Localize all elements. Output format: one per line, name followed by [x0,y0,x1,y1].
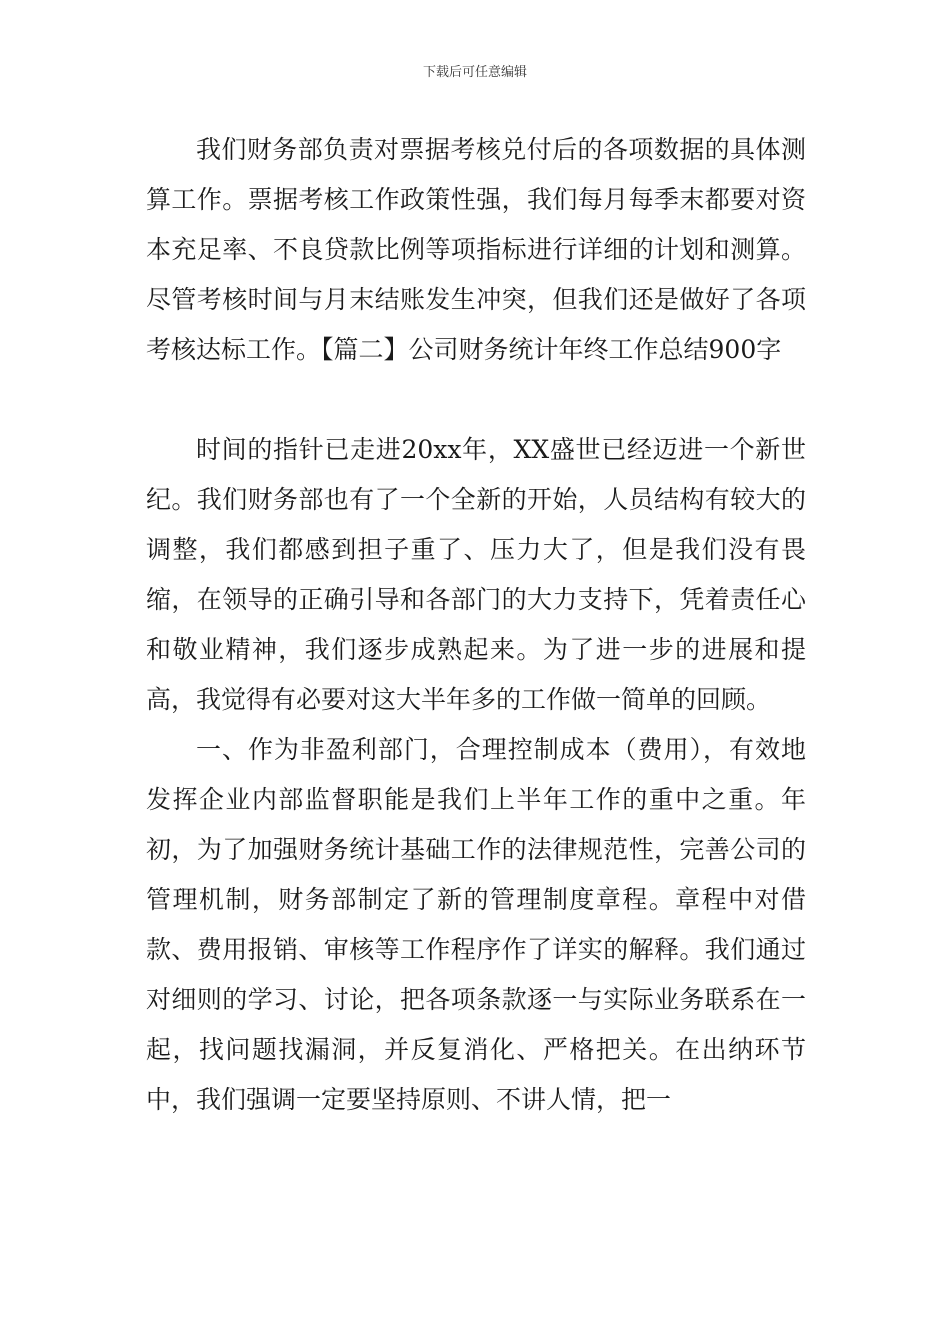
paragraph-3: 一、作为非盈利部门，合理控制成本（费用），有效地发挥企业内部监督职能是我们上半年工作的重中之重。年初，为了加强财务统计基础工作的法律规范性，完善公司的管理机制，财务部制定了新的管理制度章程。章程中对借款、费用报销、审核等工作程序作了详实的解释。我们通过对细则的学习、讨论，把各项条款逐一与实际业务联系在一起，找问题找漏洞，并反复消化、严格把关。在出纳环节中，我们强调一定要坚持原则、不讲人情，把一 [146,735,806,1114]
page-header: 下载后可任意编辑 [422,65,527,80]
paragraph-spacer [146,375,806,425]
document-body [146,125,806,1125]
paragraph-1: 我们财务部负责对票据考核兑付后的各项数据的具体测算工作。票据考核工作政策性强，我们每月每季末都要对资本充足率、不良贷款比例等项指标进行详细的计划和测算。尽管考核时间与月末结账发生冲突，但我们还是做好了各项考核达标工作。【篇二】公司财务统计年终工作总结900字 [146,135,806,364]
paragraph-2: 时间的指针已走进20xx年，XX盛世已经迈进一个新世纪。我们财务部也有了一个全新的开始，人员结构有较大的调整，我们都感到担子重了、压力大了，但是我们没有畏缩，在领导的正确引导和各部门的大力支持下，凭着责任心和敬业精神，我们逐步成熟起来。为了进一步的进展和提高，我觉得有必要对这大半年多的工作做一简单的回顾。 [146,435,806,714]
